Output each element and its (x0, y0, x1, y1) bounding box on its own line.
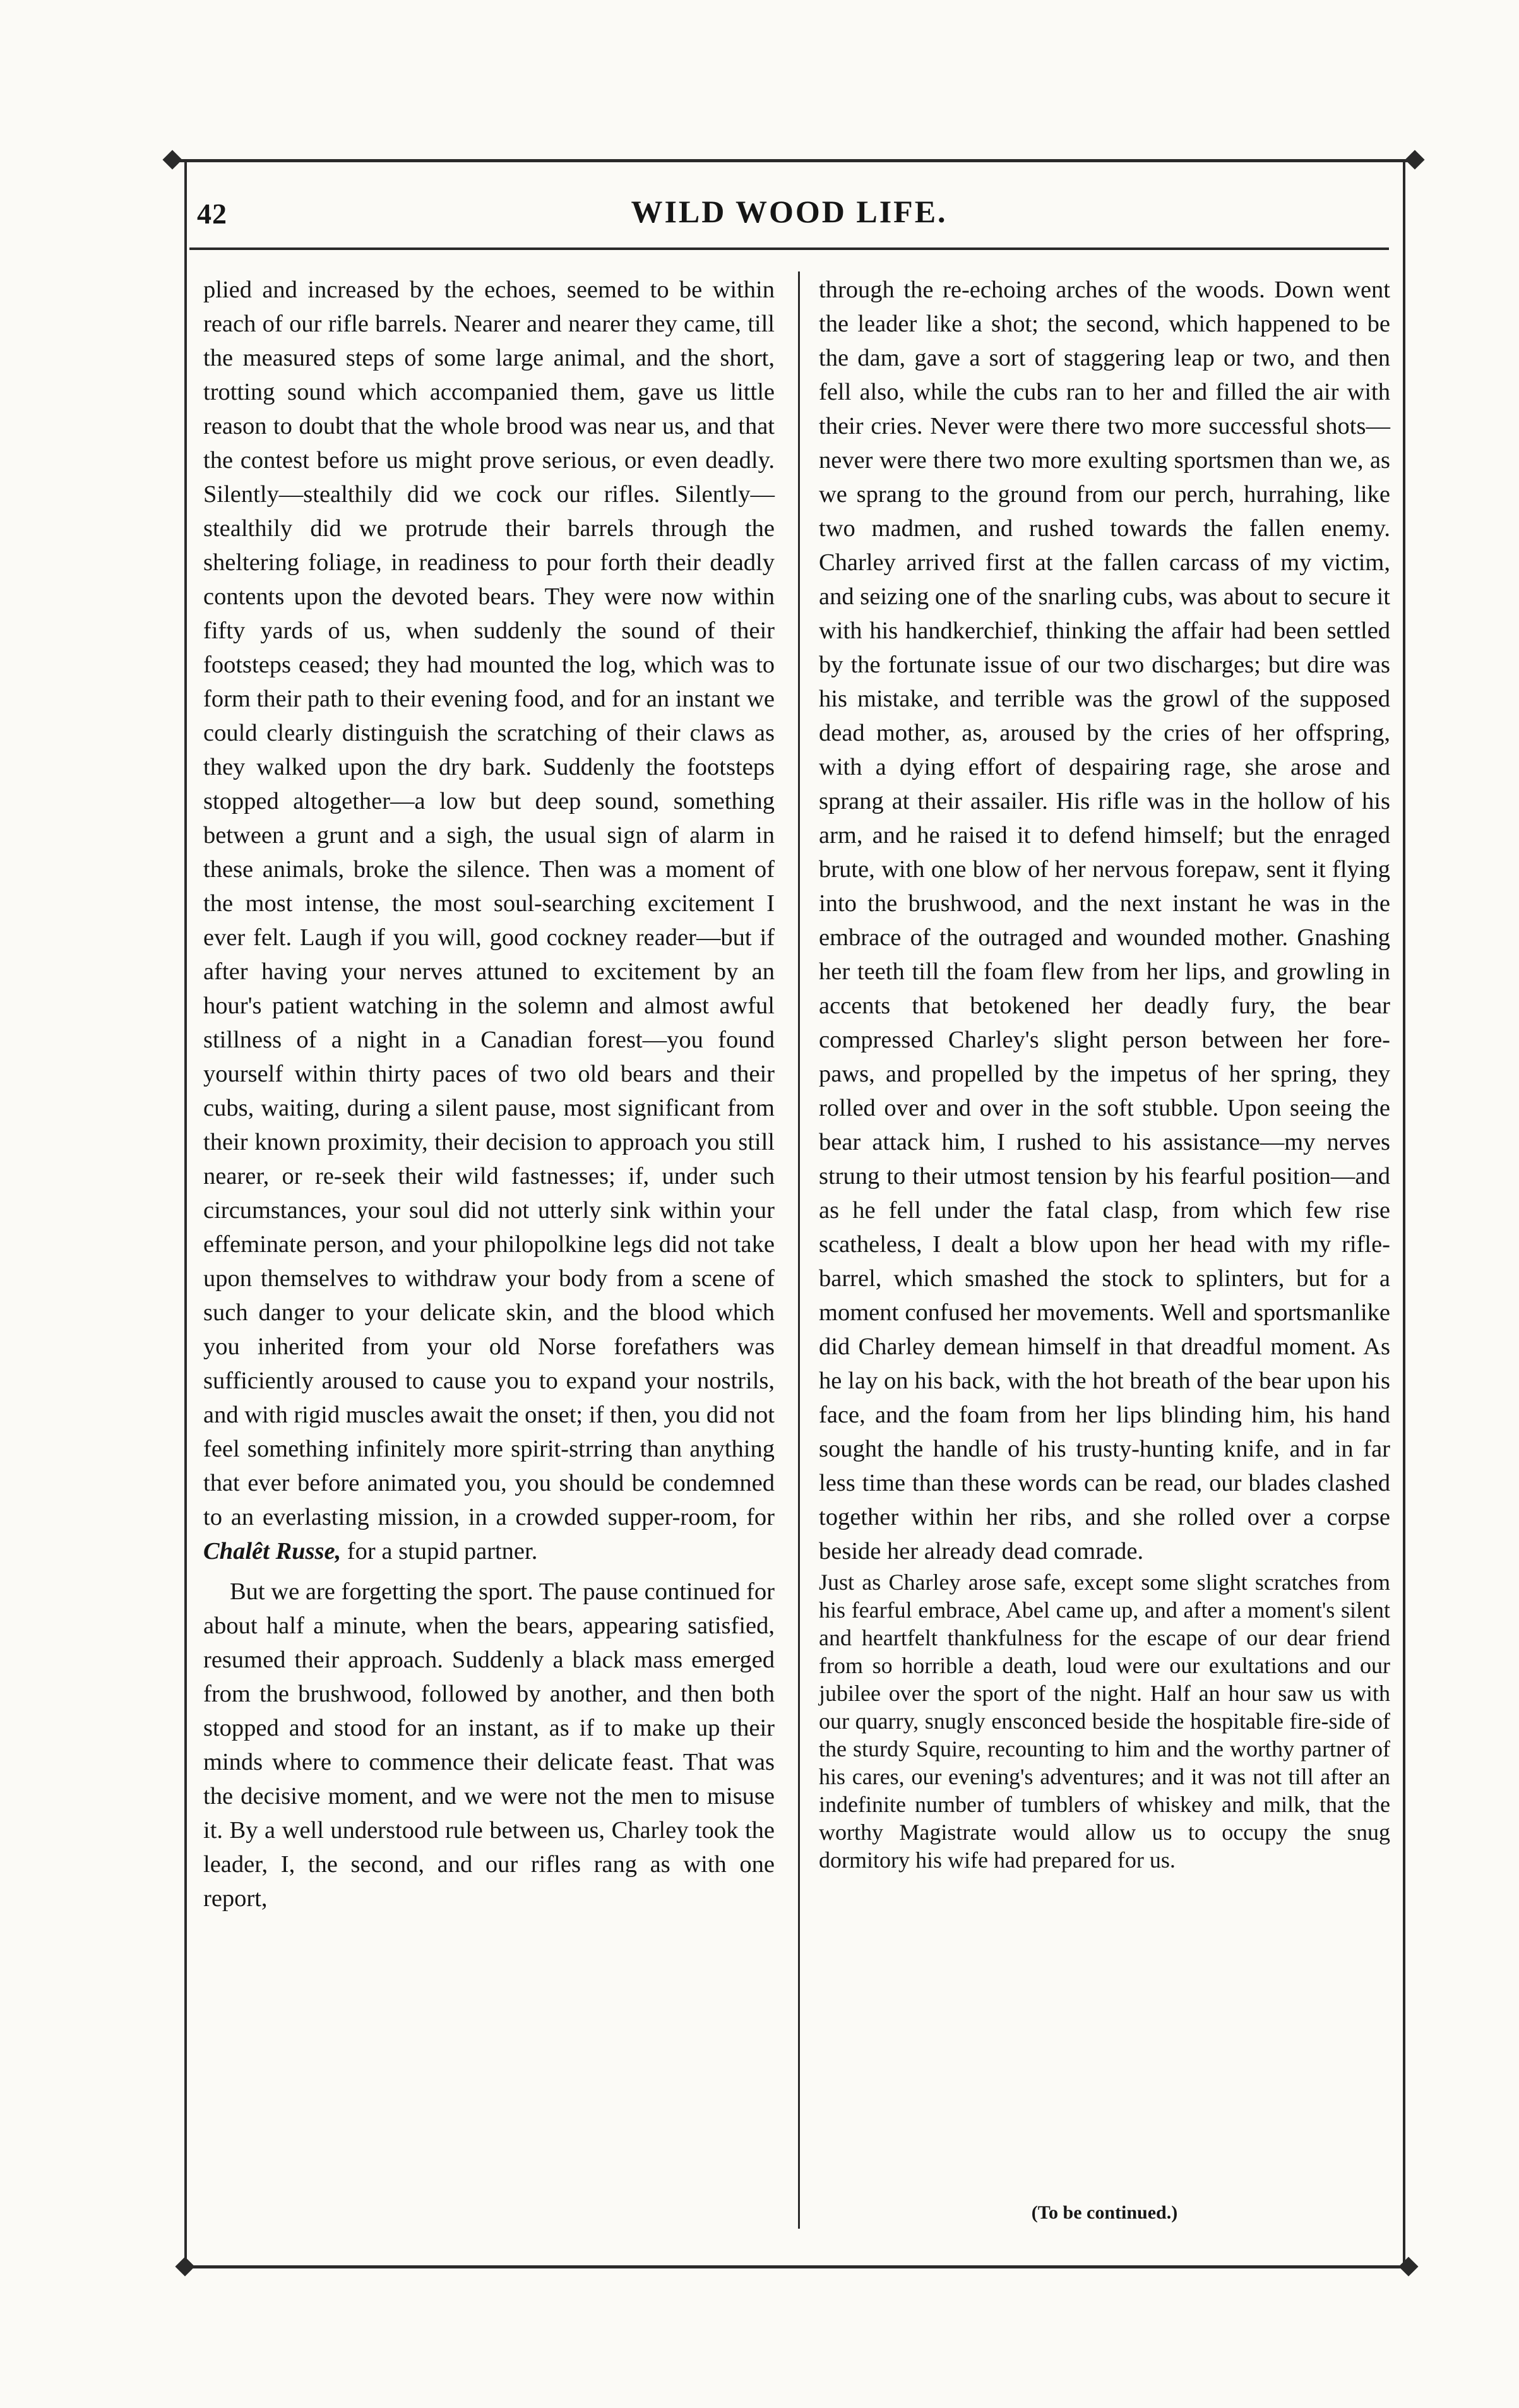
paragraph: Just as Charley arose safe, except some slight scratches from his fearful embrace, Abel came up, and after a moment's silent and heartfelt thankfulness for the escape of our dear friend from so horrible a death, loud were our exultations and our jubilee over the sport of the night. Half an hour saw us with our quarry, snugly ensconced beside the hospitable fire-side of the sturdy Squire, recounting to him and the worthy partner of his cares, our evening's adventures; and it was not till after an indefinite number of tumblers of whiskey and milk, that the worthy Magistrate would allow us to occupy the snug dormitory his wife had prepared for us. (819, 1570, 1390, 1873)
corner-ornament-icon (175, 2256, 194, 2276)
paragraph: But we are forgetting the sport. The pause continued for about half a minute, when the bears, appearing satisfied, resumed their approach. Suddenly a black mass emerged from the brushwood, followed by another, and then both stopped and stood for an instant, as if to make up their minds where to commence their delicate feast. That was the decisive moment, and we were not the men to misuse it. By a well understood rule between us, Charley took the leader, I, the second, and our rifles rang as with one report, (203, 1578, 775, 1912)
bottom-border-rule (189, 2265, 1408, 2268)
to-be-continued-note: (To be continued.) (1031, 2202, 1178, 2223)
page-number: 42 (197, 198, 227, 230)
column-divider (798, 271, 800, 2229)
left-text-column (203, 273, 775, 1916)
top-border-rule (170, 159, 1409, 162)
right-border-rule (1403, 162, 1405, 2269)
paragraph: through the re-echoing arches of the woods. Down went the leader like a shot; the second, which happened to be the dam, gave a sort of staggering leap or two, and then fell also, while the cubs ran to her and filled the air with their cries. Never were there two more successful shots—never were there two more exulting sportsmen than we, as we sprang to the ground from our perch, hurrahing, like two madmen, and rushed towards the fallen enemy. Charley arrived first at the fallen carcass of my victim, and seizing one of the snarling cubs, was about to secure it with his handkerchief, thinking the affair had been settled by the fortunate issue of our two discharges; but dire was his mistake, and terrible was the growl of the supposed dead mother, as, aroused by the cries of her offspring, with a dying effort of despairing rage, she arose and sprang at their assailer. His rifle was in the hollow of his arm, and he raised it to defend himself; but the enraged brute, with one blow of her nervous forepaw, sent it flying into the brushwood, and the next instant he was in the embrace of the outraged and wounded mother. Gnashing her teeth till the foam flew from her lips, and growling in accents that betokened her deadly fury, the bear compressed Charley's slight person between her fore-paws, and propelled by the impetus of her spring, they rolled over and over in the soft stubble. Upon seeing the bear attack him, I rushed to his assistance—my nerves strung to their utmost tension by his fearful position—and as he fell under the fatal clasp, from which few rise scatheless, I dealt a blow upon her head with my rifle-barrel, which smashed the stock to splinters, but for a moment confused her movements. Well and sportsmanlike did Charley demean himself in that dreadful moment. As he lay on his back, with the hot breath of the bear upon his face, and the foam from her lips blinding him, his hand sought the handle of his trusty-hunting knife, and in far less time than these words can be read, our blades clashed together within her ribs, and she rolled over a corpse beside her already dead comrade. (819, 277, 1390, 1565)
paragraph-text: plied and increased by the echoes, seemed to be within reach of our rifle barrels. Nearer and nearer they came, till the measured steps of some large animal, and the short, trotting sound which accompanied them, gave us little reason to doubt that the whole brood was near us, and that the contest before us might prove serious, or even deadly. Silently—stealthily did we cock our rifles. Silently—stealthily did we protrude their barrels through the sheltering foliage, in readiness to pour forth their deadly contents upon the devoted bears. They were now within fifty yards of us, when suddenly the sound of their footsteps ceased; they had mounted the log, which was to form their path to their evening food, and for an instant we could clearly distinguish the scratching of their claws as they walked upon the dry bark. Suddenly the footsteps stopped altogether—a low but deep sound, something between a grunt and a sigh, the usual sign of alarm in these animals, broke the silence. Then was a moment of the most intense, the most soul-searching excitement I ever felt. Laugh if you will, good cockney reader—but if after having your nerves attuned to excitement by an hour's patient watching in the solemn and almost awful stillness of a night in a Canadian forest—you found yourself within thirty paces of two old bears and their cubs, waiting, during a silent pause, most significant from their known proximity, their decision to approach you still nearer, or re-seek their wild fastnesses; if, under such circumstances, your soul did not utterly sink within your effeminate person, and your philopolkine legs did not take upon themselves to withdraw your body from a scene of such danger to your delicate skin, and the blood which you inherited from your old Norse forefathers was sufficiently aroused to cause you to expand your nostrils, and with rigid muscles await the onset; if then, you did not feel something infinitely more spirit-strring than anything that ever before animated you, you should be condemned to an everlasting mission, in a crowded supper-room, for (203, 277, 775, 1530)
left-border-rule (184, 162, 187, 2269)
paragraph (203, 273, 775, 1568)
corner-ornament-icon (1405, 150, 1424, 169)
italic-phrase: Chalêt Russe, (203, 1538, 342, 1565)
running-title: WILD WOOD LIFE. (631, 194, 948, 229)
corner-ornament-icon (1398, 2256, 1418, 2276)
corner-ornament-icon (162, 150, 182, 169)
paragraph-text: for a stupid partner. (341, 1538, 538, 1565)
header-rule (189, 247, 1389, 250)
right-text-column (819, 273, 1390, 1874)
